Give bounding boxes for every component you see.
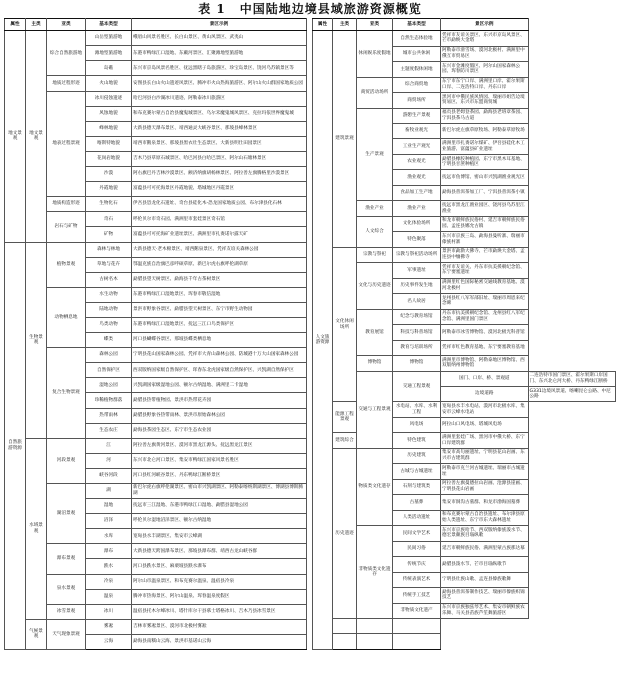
basic-type-cell [357, 634, 393, 650]
attribute-cell: 自然旅游资源 [5, 242, 26, 650]
example-cell: 东兴市京族哈节、西双版纳傣族泼水节、德宏景颇族目瑙纵歌 [441, 526, 529, 541]
basic-type-cell: 河 [86, 453, 132, 468]
sub-class-cell: 复合生物景观 [47, 348, 86, 439]
basic-type-cell: 湿地公园 [86, 378, 132, 393]
basic-type-cell: 历史建筑 [393, 448, 441, 463]
table-row [313, 216, 616, 231]
main-class-cell: 建筑景观 [333, 31, 357, 248]
sub-class-cell: 天气现象景观 [47, 619, 86, 649]
main-class-cell: 气候景观 [26, 619, 47, 649]
basic-type-cell: 综合商贸地 [393, 77, 441, 92]
table-row [5, 287, 307, 302]
basic-type-cell: 传统节庆 [393, 557, 441, 572]
basic-type-cell: 热带雨林 [86, 408, 132, 423]
table-row [5, 31, 307, 46]
table-row [313, 201, 616, 216]
basic-type-cell: 工业生产观光 [393, 139, 441, 154]
basic-type-cell: 云海 [86, 634, 132, 649]
sub-class-cell: 地质构造形迹 [47, 197, 86, 212]
table-body-left [5, 31, 307, 650]
example-cell: 勐腊县热带植物园、景洪市热带花卉园 [132, 393, 307, 408]
basic-type-cell: 科技与科普场馆 [393, 325, 441, 340]
basic-type-cell: 城市公共休闲 [393, 46, 441, 61]
example-cell: 阿拉山口风电场、塔城风电场 [441, 417, 529, 432]
example-cell: 河口县蝴蝶谷景区、那坡县蝶类栖息地 [132, 333, 307, 348]
sub-class-cell: 教育展馆 [357, 309, 393, 355]
basic-type-cell: 军事遗址 [393, 263, 441, 278]
example-cell: 景洪市勐泐大佛寺、芒市勐焕大金塔、孟连县中缅佛寺 [441, 247, 529, 262]
sub-class-cell: 物质类文化遗存 [357, 448, 393, 525]
basic-type-cell: 蝶类 [86, 333, 132, 348]
basic-type-cell: 喀斯特地貌 [86, 136, 132, 151]
table-row [313, 31, 616, 46]
basic-type-cell: 历史事件发生地 [393, 278, 441, 293]
example-cell: 东兴市金滩度假区、阿尔山国家森林公园、珲春防川景区 [441, 62, 529, 77]
example-cell: 安图县长白山火山遗迹风景区、腾冲市火山热海旅游区、阿尔山火山群国家地质公园 [132, 76, 307, 91]
main-class-cell: 文化休闲场所 [333, 247, 357, 402]
basic-type-cell: 非物质文化遗产 [393, 603, 441, 618]
basic-type-cell: 游憩生产景观 [393, 108, 441, 123]
header-main-class: 主类 [26, 19, 47, 31]
basic-type-cell: 文化体验场所 [393, 216, 441, 231]
basic-type-cell: 风电场 [393, 417, 441, 432]
basic-type-cell: 水生动物 [86, 287, 132, 302]
sub-class-cell: 交通工程景观 [393, 371, 441, 402]
basic-type-cell: 民间习俗 [393, 541, 441, 556]
resource-table-right [312, 18, 616, 650]
example-cell: 鄂温克族自治旗巴彦呼硕草原、新巴尔虎右旗呼伦湖草原 [132, 257, 307, 272]
example-cell: 东港市鸭绿江口湿地景区、抚远三江口鸟类保护区 [132, 317, 307, 332]
table-row [313, 619, 616, 634]
basic-type-cell: 自然保护区 [86, 363, 132, 378]
table-row [313, 247, 616, 262]
example-cell [393, 619, 441, 634]
table-row [313, 263, 616, 278]
example-cell: 福贡县老姆登茶园、勐海县老班章茶园、宁洱县茶马古道 [441, 108, 529, 123]
sub-class-cell: 湖沼景观 [47, 484, 86, 544]
basic-type-cell: 风蚀地貌 [86, 106, 132, 121]
example-cell: 二连浩特市国门景区、霍尔果斯口岸国门、东兴北仑河大桥、丹东鸭绿江断桥 [528, 371, 616, 386]
sub-class-cell: 生产景观 [357, 108, 393, 201]
basic-type-cell: 冰川 [86, 604, 132, 619]
example-cell: 大新县德天·老木棉景区、靖西鹅泉景区、凭祥友谊关森林公园 [132, 242, 307, 257]
sub-class-cell: 瀑布景观 [47, 544, 86, 574]
example-cell: 河口县红河峡谷景区、丹东鸭绿江断桥景区 [132, 468, 307, 483]
basic-type-cell: 沙漠 [86, 167, 132, 182]
sub-class-cell [333, 634, 357, 650]
sub-class-cell: 冰雪景观 [47, 604, 86, 619]
example-cell: G331边境风景道、喀喇昆仑公路、中尼公路 [528, 386, 616, 401]
sub-class-cell: 岩石与矿物 [47, 212, 86, 242]
example-cell: 阿勒泰市冰雪博物馆、漠河北极光科普馆 [441, 325, 529, 340]
basic-type-cell: 食品加工生产地 [393, 185, 441, 200]
basic-type-cell: 农业观光 [393, 154, 441, 169]
basic-type-cell: 传统表演艺术 [393, 572, 441, 587]
table-row [313, 77, 616, 92]
example-cell: 满洲里市博物馆、阿勒泰地区博物馆、西双版纳州博物馆 [441, 356, 529, 371]
table-row [5, 484, 307, 499]
basic-type-cell [357, 619, 393, 634]
sub-class-cell: 商贸活动场所 [357, 77, 393, 108]
basic-type-cell: 特色聚落 [393, 232, 441, 247]
basic-type-cell: 生态农庄 [86, 423, 132, 438]
example-cell: 哈巴河县白沙湖冰川遗迹、阿勒泰冰川旅游区 [132, 91, 307, 106]
example-cell: 宽甸县水丰水电站、漠河市北极水库、集安市云峰水电站 [441, 402, 529, 417]
example-cell: 新巴尔虎左旗草原牧场、阿勒泰草原牧场 [441, 124, 529, 139]
table-row [5, 76, 307, 91]
sub-class-cell: 宗教与祭祀 [357, 247, 393, 262]
example-cell: 勐海县普洱茶制作技艺、瑞丽市傣族织锦技艺 [441, 588, 529, 603]
basic-type-cell: 水电站、水库、水利工程 [393, 402, 441, 417]
example-cell: 河口县跌水景区、麻栗坡县跌水瀑布 [132, 559, 307, 574]
main-class-cell: 水域景观 [26, 438, 47, 619]
example-cell: 呼伦贝尔市奇石园、满洲里市套娃景区奇石馆 [132, 212, 307, 227]
basic-type-cell: 森林与林地 [86, 242, 132, 257]
example-cell: 满洲里套娃广场、黑河市中俄大桥、东宁口岸建筑群 [441, 433, 529, 448]
basic-type-cell: 火山地貌 [86, 76, 132, 91]
example-cell: 抚远市三江湿地、东港市鸭绿江口湿地、勐腊县湿地公园 [132, 499, 307, 514]
basic-type-cell: 滩地型旅游地 [86, 46, 132, 61]
example-cell: 满洲里红色国际秘密交通线教育基地、漠河北极村 [441, 278, 529, 293]
example-cell: 和布克赛尔蒙古自治县遗址、布尔津县原始人类遗址、东宁市东大森林遗址 [441, 510, 529, 525]
table-header-right [313, 19, 616, 31]
header-sub-class: 亚类 [47, 19, 86, 31]
main-class-cell: 交通与工程景观 [357, 371, 393, 448]
attribute-cell: 人文旅游资源 [313, 31, 333, 650]
basic-type-cell: 冰川侵蚀遗迹 [86, 91, 132, 106]
basic-type-cell: 奇石 [86, 212, 132, 227]
basic-type-cell: 岛礁 [86, 61, 132, 76]
basic-type-cell: 传统手工技艺 [393, 588, 441, 603]
example-cell: 凭祥市友谊关、丹东市抗美援朝纪念馆、东宁要塞遗址 [441, 263, 529, 278]
example-cell: 大新县德天瀑布景区、靖西通灵大峡谷景区、那坡县峰林景区 [132, 121, 307, 136]
basic-type-cell: 渔业产业 [393, 201, 441, 216]
basic-type-cell: 教育与培训场所 [393, 340, 441, 355]
example-cell: 和龙市朝鲜族民俗村、延吉市朝鲜族民俗园、孟连县娜允古镇 [441, 216, 529, 231]
example-cell: 景洪市野象谷景区、勐腊县望天树景区、东宁市野生动物园 [132, 302, 307, 317]
example-cell: 凭祥市友谊关景区、东兴市京岛风景区、芒市勐焕大金塔 [441, 31, 529, 46]
sub-class-cell [333, 619, 357, 634]
basic-type-cell: 花岗岩地貌 [86, 151, 132, 166]
sub-class-cell: 能源工程景观 [333, 402, 357, 433]
example-cell: 抚远市鱼博馆、密山市兴凯湖渔业观光区 [441, 170, 529, 185]
table-header-left [5, 19, 307, 31]
basic-type-cell: 特色建筑 [393, 433, 441, 448]
basic-type-cell: 湿地 [86, 499, 132, 514]
table-row [313, 371, 616, 386]
example-cell: 东兴市京族独弦琴艺术、集安市朝鲜族农乐舞、马关县苗族芦笙舞旅游区 [441, 603, 529, 618]
table-row [313, 309, 616, 324]
example-cell: 阿勒泰市克兰河古城遗址、瑞丽市古城遗址 [441, 464, 529, 479]
example-cell: 宽甸县水丰湖景区、集安市云峰湖 [132, 529, 307, 544]
basic-type-cell: 山岳型旅游地 [86, 31, 132, 46]
table-row [313, 108, 616, 123]
table-row [313, 634, 616, 650]
sub-class-cell: 渔业产业 [357, 201, 393, 216]
basic-type-cell: 温泉 [86, 589, 132, 604]
example-cell: 勐海县南糯山云海、景洪市基诺山云海 [132, 634, 307, 649]
basic-type-cell: 瀑布 [86, 544, 132, 559]
basic-type-cell: 江 [86, 438, 132, 453]
example-cell: 勐海县普洱茶加工厂、宁洱县普洱茶小镇 [441, 185, 529, 200]
example-cell: 东宁市东宁口岸、满洲里口岸、霍尔果斯口岸、二连浩特口岸、丹东口岸 [441, 77, 529, 92]
example-cell: 阿拉善左旗曼德拉山岩画、沧源县崖画、宁明县花山岩画 [441, 479, 529, 494]
example-cell: 兴凯湖国家级湿地公园、额尔古纳湿地、满洲里二卡湿地 [132, 378, 307, 393]
example-cell: 集安市洞沟古墓群、和龙市渤海国墓葬 [441, 495, 529, 510]
example-cell: 抚远市黑龙江渔业园区、饶河县乌苏里江渔业 [441, 201, 529, 216]
table-row [5, 91, 307, 106]
main-class-cell: 地文景观 [26, 31, 47, 242]
sub-class-cell: 博物馆 [357, 356, 393, 371]
example-cell: 新巴尔虎右旗呼伦湖景区、密山市兴凯湖景区、阿勒泰喀纳斯湖景区、博湖县博斯腾湖 [132, 484, 307, 499]
table-row [5, 438, 307, 453]
basic-type-cell: 民间文学艺术 [393, 526, 441, 541]
basic-type-cell: 鸟类动物 [86, 317, 132, 332]
example-cell: 和布克赛尔蒙古自治县魔鬼城景区、乌尔禾魔鬼城风景区、克拉玛依世界魔鬼城 [132, 106, 307, 121]
header-example: 景区示例 [441, 19, 529, 31]
main-class-cell: 历史遗迹 [333, 448, 357, 618]
example-cell: 吉木乃县草原石城景区、哈巴河县白哈巴景区、阿尔山石塘林景区 [132, 151, 307, 166]
basic-type-cell: 边境道路 [441, 386, 529, 401]
table-row [5, 242, 307, 257]
example-cell: 靖西市鹅泉景区、那坡县黑衣壮生态景区、大新县明仕田园景区 [132, 136, 307, 151]
example-cell: 阿右旗巴丹吉林沙漠景区、额济纳旗胡杨林景区、阿拉善左旗腾格里沙漠景区 [132, 167, 307, 182]
header-main-class: 主类 [333, 19, 357, 31]
table-pair [4, 18, 616, 650]
example-cell: 伊吾县恐龙化石遗址、奇台县硅化木-恐龙国家地质公园、布尔津县化石林 [132, 197, 307, 212]
example-cell: 勐腊县野象谷热带雨林、景洪市原始森林公园 [132, 408, 307, 423]
example-cell: 勐腊县望天树景区、勐海县千年古茶树景区 [132, 272, 307, 287]
table-row [313, 356, 616, 371]
sub-class-cell: 休闲娱乐度假地 [357, 31, 393, 77]
table-body-right [313, 31, 616, 650]
basic-type-cell: 人类活动遗址 [393, 510, 441, 525]
example-cell: 东港市鸭绿江口湿地、东戴河景区、汇聚滩地型旅游地 [132, 46, 307, 61]
example-cell: 黑河市中俄民族风情园、瑞丽市姐告边境贸易区、东兴市东盟商贸城 [441, 93, 529, 108]
example-cell: 东港市鸭绿江口湿地景区、珲春市敬信湿地 [132, 287, 307, 302]
header-attribute: 属性 [313, 19, 333, 31]
basic-type-cell: 峰林地貌 [86, 121, 132, 136]
table-title [4, 0, 616, 18]
table-row [5, 574, 307, 589]
basic-type-cell: 古城与古城遗址 [393, 464, 441, 479]
basic-type-cell: 自然生态体验地 [393, 31, 441, 46]
basic-type-cell: 峡谷河段 [86, 468, 132, 483]
sub-class-cell: 综合自然旅游地 [47, 31, 86, 76]
attribute-cell: 地文景观 [5, 31, 26, 242]
example-cell: 腾冲市热海景区、阿尔山温泉、珲春温泉度假区 [132, 589, 307, 604]
header-sub-class: 亚类 [357, 19, 393, 31]
basic-type-cell: 跌水 [86, 559, 132, 574]
example-cell: 勐腊县泼水节、芒市目瑙纵歌节 [441, 557, 529, 572]
example-cell: 东兴市京岛风景名胜区、抚远黑瞎子岛旅游区、珍宝岛景区、饶河乌苏镇景区等 [132, 61, 307, 76]
sub-class-cell: 植物景观 [47, 242, 86, 287]
header-example: 景区示例 [132, 19, 307, 31]
sub-class-cell: 地表过程景观 [47, 91, 86, 197]
example-cell: 峨眉山风景名胜区、长白山景区、黄山风景区、武夷山 [132, 31, 307, 46]
main-class-cell: 生物景观 [26, 242, 47, 438]
example-cell: 阿勒泰市滑雪场、漠河北极村、满洲里中俄互市贸易区 [441, 46, 529, 61]
basic-type-cell: 古树名木 [86, 272, 132, 287]
example-cell: 富蕴县可可托海矿业遗址景区、满洲里市扎赉诺尔露天矿 [132, 227, 307, 242]
table-row [5, 197, 307, 212]
example-cell: 阿拉善左旗黄河景区、漠河市黑龙江源头、抚远黑龙江景区 [132, 438, 307, 453]
table-row [5, 544, 307, 559]
table-row [313, 526, 616, 541]
example-cell: 富蕴县可可托海景区丹霞地貌、塔城地区丹霞景区 [132, 182, 307, 197]
basic-type-cell: 湖 [86, 484, 132, 499]
basic-type-cell: 沼泽 [86, 514, 132, 529]
basic-type-cell: 石刻与建筑类 [393, 479, 441, 494]
basic-type-cell: 商贸场所 [393, 93, 441, 108]
example-cell: 呼伦贝尔湿地沼泽景区、额尔古纳湿地 [132, 514, 307, 529]
basic-type-cell: 珍稀植物群落 [86, 393, 132, 408]
basic-type-cell: 生物化石 [86, 197, 132, 212]
basic-type-cell: 博物馆 [393, 356, 441, 371]
example-cell: 宁明县花山国家森林公园、凭祥市大青山森林公园、防城港十万大山国家森林公园 [132, 348, 307, 363]
example-cell: 东兴市北仑河口景区、集安市鸭绿江国家风景名胜区 [132, 453, 307, 468]
sub-class-cell: 泉水景观 [47, 574, 86, 604]
example-cell: 吉林市雾凇景区、漠河市北极村雾凇 [132, 619, 307, 634]
basic-type-cell: 名人故居 [393, 294, 441, 309]
sub-class-cell: 建筑综合 [333, 433, 357, 448]
basic-type-cell: 水库 [86, 529, 132, 544]
basic-type-cell: 矿物 [86, 227, 132, 242]
header-attribute: 属性 [5, 19, 26, 31]
example-cell: 勐海县茶园生态区、东宁市生态农业园 [132, 423, 307, 438]
table-row [313, 448, 616, 463]
basic-type-cell: 森林公园 [86, 348, 132, 363]
example-cell: 集安市高句丽遗址、宁明县花山岩画、东兴市古建筑群 [441, 448, 529, 463]
basic-type-cell: 草地与花卉 [86, 257, 132, 272]
example-cell: 宁明县壮族山歌、孟连县傣族歌舞 [441, 572, 529, 587]
header-basic-type: 基本类型 [86, 19, 132, 31]
example-cell: 凭祥市红色教育基地、东宁要塞教育基地 [441, 340, 529, 355]
table-row [5, 604, 307, 619]
example-cell: 东兴市京族三岛、勐海县曼听寨、瑞丽市傣族村寨 [441, 232, 529, 247]
sub-class-cell: 非物质类文化遗存 [357, 526, 393, 619]
example-cell: 满洲里市扎赉诺尔煤矿、伊吾县硅化木工业旅游、富蕴县矿业遗址 [441, 139, 529, 154]
sub-class-cell: 地质过程形迹 [47, 76, 86, 91]
example-cell: 延吉市朝鲜族民俗、满洲里蒙古族那达慕 [441, 541, 529, 556]
table-row [5, 619, 307, 634]
basic-type-cell: 主题度假休闲地 [393, 62, 441, 77]
example-cell: 阿尔山市温泉景区、和布克赛尔温泉、温宿县冷泉 [132, 574, 307, 589]
example-cell: 大新县德天跨国瀑布景区、那坡县瀑布群、靖西古龙山峡谷群 [132, 544, 307, 559]
basic-type-cell: 丹霞地貌 [86, 182, 132, 197]
table-row [5, 348, 307, 363]
example-cell: 丹东市抗美援朝纪念馆、龙州县红八军纪念馆、满洲里国门景区 [441, 309, 529, 324]
basic-type-cell: 雾凇 [86, 619, 132, 634]
example-cell: 勐腊县橡胶种植园、东宁市黑木耳基地、宁明县甘蔗种植区 [441, 154, 529, 169]
basic-type-cell: 古墓葬 [393, 495, 441, 510]
basic-type-cell: 宗教与祭祀活动场所 [393, 247, 441, 262]
basic-type-cell: 国门、口岸、桥、景观道 [441, 371, 529, 386]
resource-table-left [4, 18, 307, 650]
example-cell: 西双版纳国家级自然保护区、珲春东北虎国家级自然保护区、兴凯湖自然保护区 [132, 363, 307, 378]
example-cell: 龙州县红八军军部旧址、瑞丽市周恩来纪念碑 [441, 294, 529, 309]
example-cell [393, 634, 441, 650]
table-title-text: 中国陆地边境县域旅游资源概览 [239, 2, 422, 16]
example-cell: 温宿县托木尔峰冰川、塔什库尔干县慕士塔格冰川、吉木乃县冰雪景区 [132, 604, 307, 619]
sub-class-cell: 河段景观 [47, 438, 86, 483]
basic-type-cell: 畜牧业观光 [393, 124, 441, 139]
sub-class-cell: 文化与历史遗迹 [357, 263, 393, 309]
table-number: 表 1 [198, 2, 226, 16]
basic-type-cell: 渔业观光 [393, 170, 441, 185]
sub-class-cell: 动物栖息地 [47, 287, 86, 347]
basic-type-cell: 纪念与教育场馆 [393, 309, 441, 324]
header-basic-type: 基本类型 [393, 19, 441, 31]
basic-type-cell: 冷泉 [86, 574, 132, 589]
sub-class-cell: 人文综合 [357, 216, 393, 247]
table-row [5, 212, 307, 227]
basic-type-cell: 陆地动物 [86, 302, 132, 317]
